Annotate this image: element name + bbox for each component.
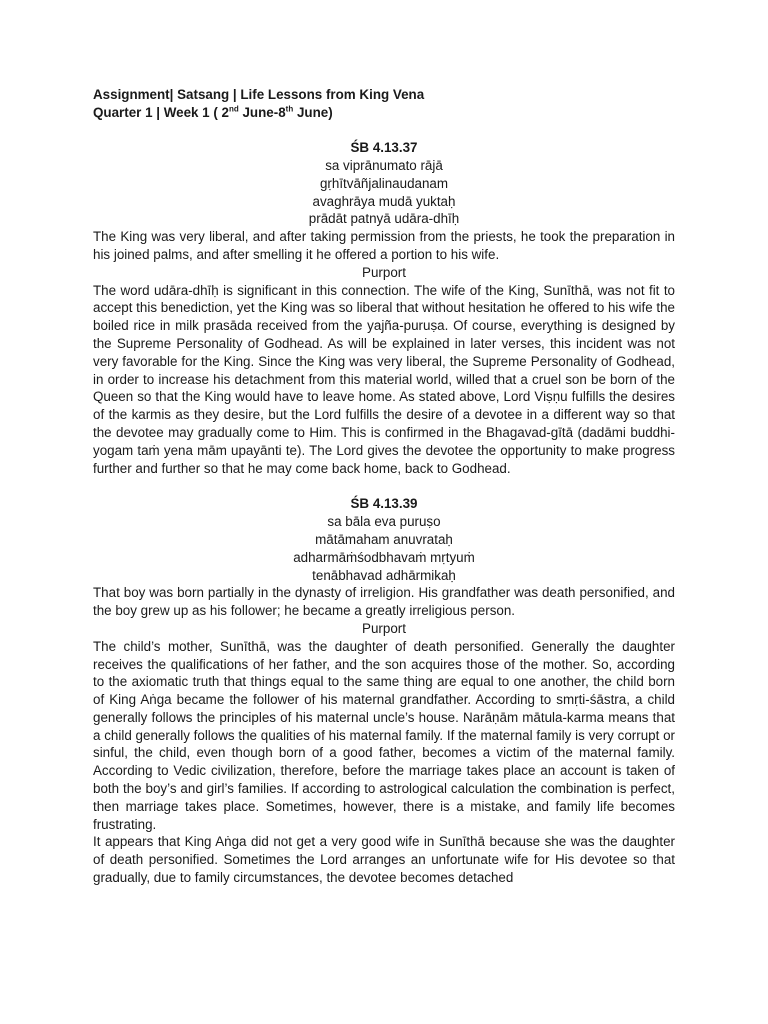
assignment-title: Assignment| Satsang | Life Lessons from King Vena: [93, 87, 425, 102]
verse-line: sa bāla eva puruṣo: [327, 514, 441, 530]
verse-line: tenābhavad adhārmikaḥ: [312, 567, 456, 583]
ordinal-suffix-nd: nd: [228, 104, 239, 114]
verse-line: sa viprānumato rājā: [325, 157, 443, 173]
continuation-paragraph: It appears that King Aṅga did not get a very good wife in Sunīthā because she was the daughter of death personified. Sometimes the Lord arranges an unfortunate wife for His devotee so that gradually, due to family circumstances, the devotee becomes detached: [93, 834, 675, 886]
purport-label-1: Purport: [362, 264, 406, 280]
quarter-week-line: [93, 104, 675, 122]
verse-line: gṛhītvāñjalinaudanam: [319, 175, 449, 191]
translation-paragraph-2: That boy was born partially in the dynasty of irreligion. His grandfather was death personified, and the boy grew up as his follower; he became a greatly irreligious person.: [93, 585, 675, 619]
purport-paragraph-2: The child’s mother, Sunīthā, was the daughter of death personified. Generally the daughter receives the qualifications of her father, and the son acquires those of the mother. So, according to the axiomatic truth that things equal to the same thing are equal to one another, the child born of King Aṅga became the follower of his maternal grandfather. According to smṛti-śāstra, a child generally follows the principles of his maternal uncle’s house. Narāṇām mātula-karma means that a child generally follows the qualities of his maternal family. If the maternal family is very corrupt or sinful, the child, even though born of a good father, becomes a victim of the maternal family. According to Vedic civilization, therefore, before the marriage takes place an account is taken of both the boy’s and girl’s families. If according to astrological calculation the combination is perfect, then marriage takes place. Sometimes, however, there is a mistake, and family life becomes frustrating.: [93, 638, 675, 832]
ordinal-suffix-th: th: [285, 104, 294, 114]
quarter-week-text-b: June-8: [238, 104, 286, 120]
verse-line: mātāmaham anuvrataḥ: [315, 531, 453, 547]
verse-line: avaghrāya mudā yuktaḥ: [312, 193, 456, 209]
verse-reference-1: ŚB 4.13.37: [350, 140, 418, 156]
verse-line: adharmāṁśodbhavaṁ mṛtyuṁ: [293, 549, 475, 565]
document-page: [93, 86, 675, 887]
verse-line: prādāt patnyā udāra-dhīḥ: [308, 211, 460, 227]
quarter-week-text-c: June): [293, 104, 333, 120]
quarter-week-text-a: Quarter 1 | Week 1 ( 2: [93, 104, 229, 120]
verse-reference-2: ŚB 4.13.39: [350, 496, 418, 512]
translation-paragraph-1: The King was very liberal, and after taking permission from the priests, he took the preparation in his joined palms, and after smelling it he offered a portion to his wife.: [93, 229, 675, 262]
purport-label-2: Purport: [362, 620, 406, 636]
purport-paragraph-1: The word udāra-dhīḥ is significant in this connection. The wife of the King, Sunīthā, was not fit to accept this benediction, yet the King was so liberal that without hesitation he offered to his wife the boiled rice in milk prasāda received from the yajña-puruṣa. Of course, everything is designed by the Supreme Personality of Godhead. As will be explained in later verses, this incident was not very favorable for the King. Since the King was very liberal, the Supreme Personality of Godhead, in order to increase his detachment from this material world, willed that a cruel son be born of the Queen so that the King would have to leave home. As stated above, Lord Viṣṇu fulfills the desires of the karmis as they desire, but the Lord fulfills the desire of a devotee in a different way so that the devotee may gradually come to Him. This is confirmed in the Bhagavad-gītā (dadāmi buddhi-yogam taṁ yena mām upayānti te). The Lord gives the devotee the opportunity to make progress further and further so that he may come back home, back to Godhead.: [93, 282, 675, 476]
